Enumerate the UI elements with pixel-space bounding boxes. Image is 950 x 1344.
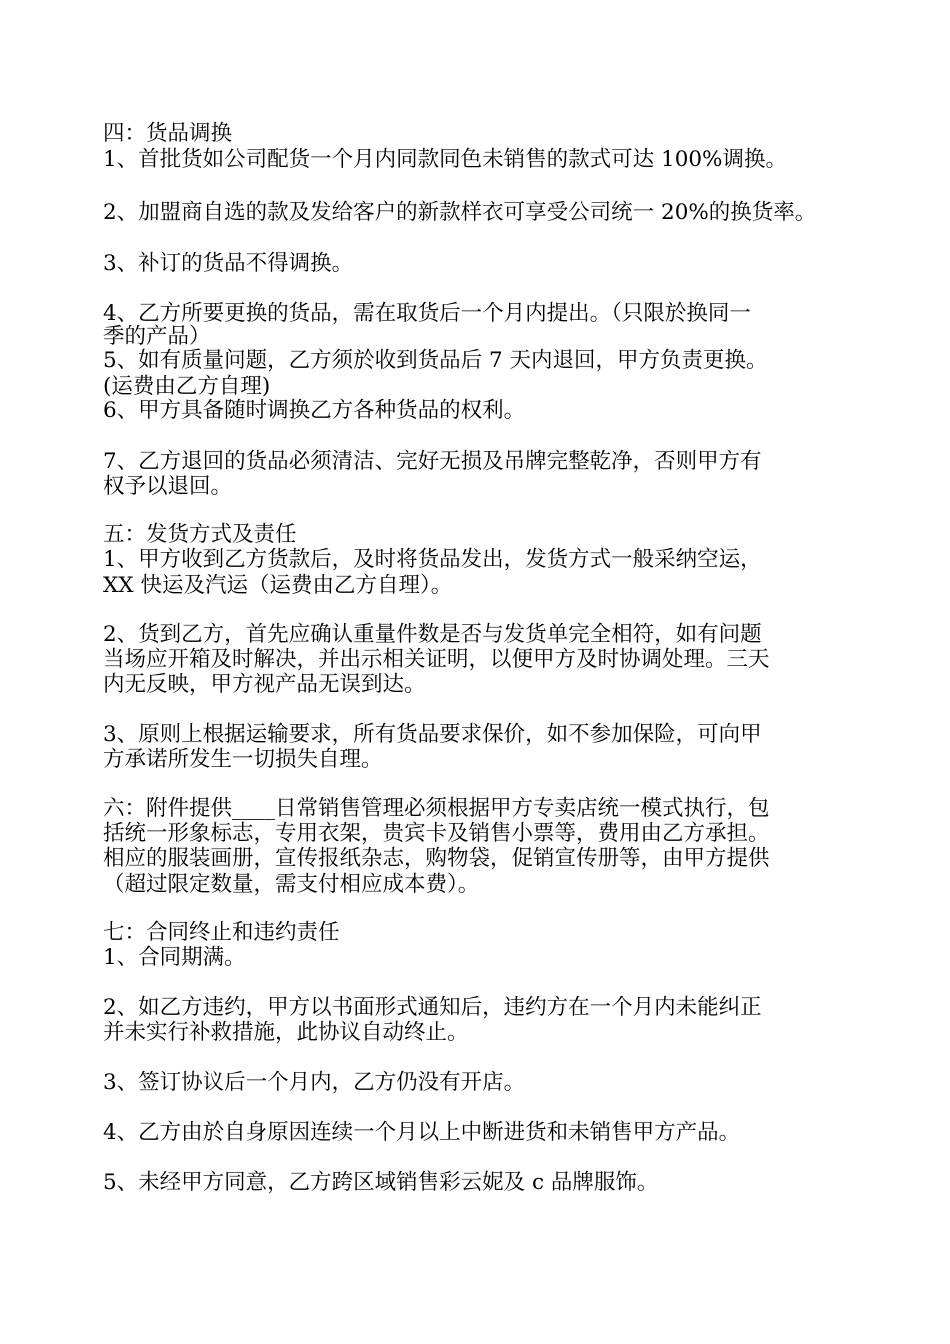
paragraph-line: 方承诺所发生一切损失自理。 — [103, 747, 383, 772]
paragraph-line: 3、原则上根据运输要求，所有货品要求保价，如不参加保险，可向甲 — [103, 722, 762, 747]
section-heading-4: 四：货品调换 — [103, 121, 233, 146]
paragraph-line: XX 快运及汽运（运费由乙方自理）。 — [103, 573, 453, 598]
paragraph-line: 1、首批货如公司配货一个月内同款同色未销售的款式可达 100%调换。 — [103, 147, 787, 172]
section-heading-6: 六：附件提供____日常销售管理必须根据甲方专卖店统一模式执行，包 — [103, 796, 770, 821]
paragraph-line: 3、补订的货品不得调换。 — [103, 251, 354, 276]
paragraph-line: 括统一形象标志，专用衣架，贵宾卡及销售小票等，费用由乙方承担。 — [103, 821, 770, 846]
paragraph-line: 2、货到乙方，首先应确认重量件数是否与发货单完全相符，如有问题 — [103, 622, 762, 647]
paragraph-line: 6、甲方具备随时调换乙方各种货品的权利。 — [103, 398, 526, 423]
paragraph-line: 5、如有质量问题，乙方须於收到货品后 7 天内退回，甲方负责更换。 — [103, 348, 768, 373]
paragraph-line: 当场应开箱及时解决，并出示相关证明，以便甲方及时协调处理。三天 — [103, 647, 770, 672]
paragraph-line: 2、如乙方违约，甲方以书面形式通知后，违约方在一个月内未能纠正 — [103, 995, 762, 1020]
paragraph-line: 相应的服装画册，宣传报纸杂志，购物袋，促销宣传册等，由甲方提供 — [103, 846, 770, 871]
paragraph-line: 5、未经甲方同意，乙方跨区域销售彩云妮及 c 品牌服饰。 — [103, 1170, 659, 1195]
paragraph-line: 4、乙方由於自身原因连续一个月以上中断进货和未销售甲方产品。 — [103, 1120, 741, 1145]
paragraph-line: 7、乙方退回的货品必须清洁、完好无损及吊牌完整乾净，否则甲方有 — [103, 449, 762, 474]
paragraph-line: 并未实行补救措施，此协议自动终止。 — [103, 1020, 469, 1045]
paragraph-line: 4、乙方所要更换的货品，需在取货后一个月内提出。（只限於换同一 — [103, 301, 751, 326]
paragraph-line: 权予以退回。 — [103, 474, 233, 499]
paragraph-line: (运费由乙方自理) — [103, 374, 271, 399]
paragraph-line: 内无反映，甲方视产品无误到达。 — [103, 672, 426, 697]
paragraph-line: 季的产品） — [103, 324, 211, 349]
paragraph-line: 3、签订协议后一个月内，乙方仍没有开店。 — [103, 1070, 526, 1095]
paragraph-line: （超过限定数量，需支付相应成本费）。 — [103, 872, 480, 897]
paragraph-line: 2、加盟商自选的款及发给客户的新款样衣可享受公司统一 20%的换货率。 — [103, 200, 817, 225]
section-heading-7: 七：合同终止和违约责任 — [103, 920, 340, 945]
paragraph-line: 1、甲方收到乙方货款后，及时将货品发出，发货方式一般采纳空运， — [103, 547, 762, 572]
section-heading-5: 五：发货方式及责任 — [103, 522, 297, 547]
paragraph-line: 1、合同期满。 — [103, 945, 246, 970]
